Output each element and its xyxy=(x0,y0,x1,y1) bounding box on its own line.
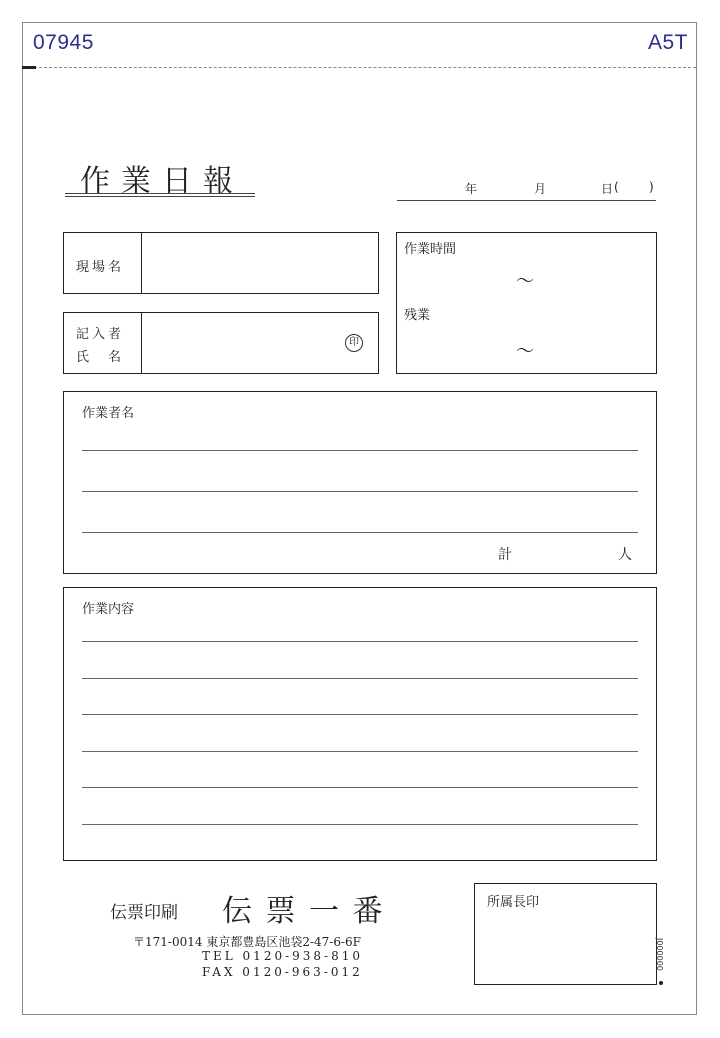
total-label: 計 xyxy=(498,547,512,563)
workers-line-3[interactable] xyxy=(82,532,638,533)
content-line-2[interactable] xyxy=(82,678,638,679)
content-line-4[interactable] xyxy=(82,751,638,752)
workers-box xyxy=(63,391,657,574)
brand-small: 伝票印刷 xyxy=(110,903,178,923)
total-unit: 人 xyxy=(618,547,632,563)
work-hours-field[interactable] xyxy=(404,258,650,298)
site-name-field[interactable] xyxy=(146,236,374,290)
overtime-label: 残業 xyxy=(404,308,431,323)
company-address: 〒171-0014 東京都豊島区池袋2-47-6-6F xyxy=(133,935,361,949)
page-title: 作業日報 xyxy=(80,164,244,199)
date-month-label: 月 xyxy=(534,182,547,196)
workers-label: 作業者名 xyxy=(82,406,135,421)
manager-seal-label: 所属長印 xyxy=(487,895,540,910)
paper-size: A5T xyxy=(647,31,688,54)
content-line-5[interactable] xyxy=(82,787,638,788)
work-hours-tilde: ～ xyxy=(516,271,534,292)
content-line-1[interactable] xyxy=(82,641,638,642)
date-underline xyxy=(397,200,656,201)
content-line-3[interactable] xyxy=(82,714,638,715)
work-hours-label: 作業時間 xyxy=(404,242,457,257)
date-weekday-close: ) xyxy=(649,180,654,194)
writer-name-field[interactable] xyxy=(146,316,336,370)
work-content-label: 作業内容 xyxy=(82,602,135,617)
date-weekday-open: ( xyxy=(614,180,619,194)
company-tel: TEL 0120-938-810 xyxy=(202,949,364,963)
site-name-divider xyxy=(141,233,142,293)
serial-dot xyxy=(659,981,663,985)
date-year-label: 年 xyxy=(465,182,478,196)
serial-number: J000000 xyxy=(655,938,664,971)
overtime-field[interactable] xyxy=(404,324,650,368)
perforation-line xyxy=(24,67,696,68)
writer-label-line1: 記入者 xyxy=(76,327,125,342)
site-name-label: 現場名 xyxy=(76,260,125,275)
brand-logo: 伝 票 一 番 xyxy=(222,894,385,929)
work-content-box xyxy=(63,587,657,861)
workers-line-2[interactable] xyxy=(82,491,638,492)
writer-divider xyxy=(141,313,142,373)
title-underline-1 xyxy=(65,193,255,194)
overtime-tilde: ～ xyxy=(516,341,534,362)
form-code: 07945 xyxy=(33,31,94,54)
company-fax: FAX 0120-963-012 xyxy=(202,965,363,979)
perforation-mark xyxy=(22,66,36,69)
title-underline-2 xyxy=(65,196,255,197)
workers-line-1[interactable] xyxy=(82,450,638,451)
writer-label-line2: 氏 名 xyxy=(76,350,125,365)
seal-icon: 印 xyxy=(345,334,363,352)
date-day-label: 日 xyxy=(601,182,614,196)
content-line-6[interactable] xyxy=(82,824,638,825)
